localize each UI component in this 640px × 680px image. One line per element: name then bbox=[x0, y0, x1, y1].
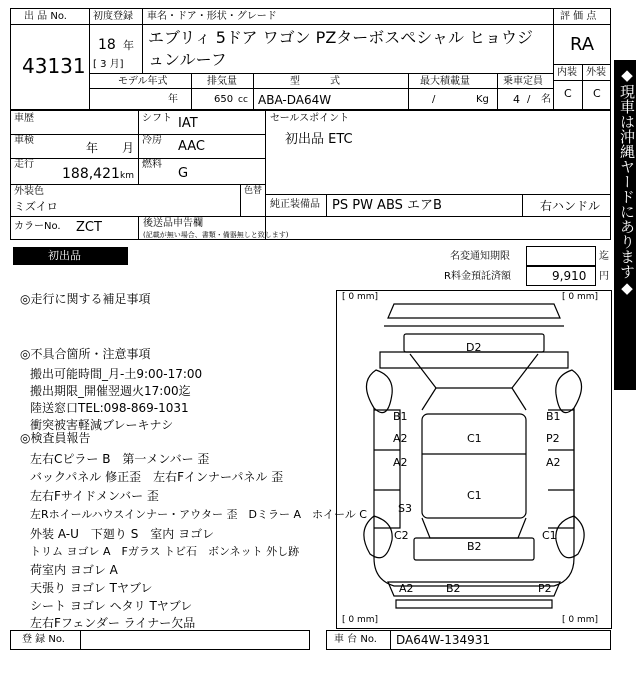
max-load-label: 最大積載量 bbox=[420, 76, 470, 87]
deadline-field bbox=[526, 246, 596, 266]
top-right-tag: [ 0 mm] bbox=[562, 292, 599, 302]
max-load-unit: Kg bbox=[476, 94, 489, 105]
mark-p2-right: P2 bbox=[546, 432, 560, 445]
note-line: 陸送窓口TEL:098-869-1031 bbox=[30, 401, 189, 415]
lot-no: 43131 bbox=[22, 54, 86, 78]
recycle-label: R料金預託済額 bbox=[444, 271, 511, 282]
mileage-value: 188,421 bbox=[62, 166, 120, 182]
mark-a2-bottom: A2 bbox=[399, 582, 414, 595]
report-line: 左右Fサイドメンバー 歪 bbox=[30, 489, 159, 503]
displacement-value: 650 bbox=[214, 94, 234, 105]
chassis-no-value: DA64W-134931 bbox=[396, 633, 491, 647]
exterior-grade: C bbox=[593, 87, 601, 100]
interior-label: 内装 bbox=[557, 67, 577, 78]
sales-point-label: セールスポイント bbox=[270, 113, 350, 124]
car-name-label: 車名・ドア・形状・グレード bbox=[147, 11, 277, 22]
mark-b2-bottom: B2 bbox=[446, 582, 461, 595]
shift-label: シフト bbox=[142, 113, 172, 124]
interior-grade: C bbox=[564, 87, 572, 100]
model-label: 型 式 bbox=[290, 76, 340, 87]
driving-notes-title: ◎走行に関する補足事項 bbox=[20, 292, 151, 306]
color-no-value: ZCT bbox=[76, 220, 102, 235]
note-line: 搬出可能時間_月-土9:00-17:00 bbox=[30, 367, 203, 381]
post-report-note: (記載が無い場合、書類・備器無しと致します) bbox=[143, 231, 289, 239]
mileage-unit: km bbox=[120, 171, 134, 181]
first-listing-badge-text: 初出品 bbox=[48, 249, 81, 262]
first-registration-label: 初度登録 bbox=[93, 11, 133, 22]
caution-title: ◎不具合箇所・注意事項 bbox=[20, 347, 151, 361]
registration-no-label: 登 録 No. bbox=[22, 634, 65, 645]
top-left-tag: [ 0 mm] bbox=[342, 292, 379, 302]
color-label: 外装色 bbox=[14, 186, 44, 197]
model-year-unit: 年 bbox=[168, 94, 178, 105]
color-change-label: 色替 bbox=[244, 186, 263, 196]
history-label: 車歴 bbox=[14, 113, 34, 124]
mark-b1-right: B1 bbox=[546, 410, 561, 423]
bottom-right-tag: [ 0 mm] bbox=[562, 615, 599, 625]
ac-label: 冷房 bbox=[142, 135, 162, 146]
mark-c1-mid: C1 bbox=[467, 489, 482, 502]
report-line: トリム ヨゴレ A Fガラス トビ石 ボンネット 外し跡 bbox=[30, 545, 300, 558]
max-load-slash: / bbox=[432, 94, 436, 105]
mark-p2-bottom: P2 bbox=[538, 582, 552, 595]
chassis-no-label: 車 台 No. bbox=[334, 634, 377, 645]
mileage-label: 走行 bbox=[14, 159, 34, 170]
exterior-label: 外装 bbox=[586, 67, 606, 78]
capacity-unit: 名 bbox=[541, 94, 551, 105]
mark-b2-center: B2 bbox=[467, 540, 482, 553]
color-no-label: カラーNo. bbox=[14, 221, 61, 232]
fuel-label: 燃料 bbox=[142, 159, 162, 170]
shift-value: IAT bbox=[178, 116, 198, 131]
location-sidebar-text: ◆現車は沖縄ヤードにあります◆ bbox=[618, 66, 636, 297]
mark-a2-left-2: A2 bbox=[393, 456, 408, 469]
equipment-value: PS PW ABS エアB bbox=[332, 198, 442, 213]
capacity-value: 4 bbox=[513, 93, 520, 106]
equipment-label: 純正装備品 bbox=[270, 199, 320, 210]
capacity-slash: / bbox=[527, 94, 531, 105]
registration-year-unit: 年 bbox=[123, 39, 134, 52]
displacement-unit: cc bbox=[238, 95, 248, 105]
ac-value: AAC bbox=[178, 139, 205, 154]
report-line: バックパネル 修正歪 左右Fインナーパネル 歪 bbox=[30, 470, 284, 484]
mark-c1-right: C1 bbox=[542, 529, 557, 542]
car-name-line1: エブリィ 5ドア ワゴン PZターボスペシャル ヒョウジ bbox=[148, 28, 534, 47]
post-report-label: 後送品申告欄 bbox=[143, 218, 203, 229]
deadline-label: 名変通知期限 bbox=[450, 251, 510, 262]
capacity-label: 乗車定員 bbox=[503, 76, 543, 87]
inspector-report-title: ◎検査員報告 bbox=[20, 431, 91, 445]
report-line: 左右Cピラー B 第一メンバー 歪 bbox=[30, 452, 210, 466]
inspection-label: 車検 bbox=[14, 135, 34, 146]
registration-year: 18 bbox=[98, 37, 116, 53]
lot-no-label: 出 品 No. bbox=[24, 11, 67, 22]
inspection-year-unit: 年 bbox=[86, 141, 99, 155]
rating-value: RA bbox=[570, 34, 595, 55]
model-value: ABA-DA64W bbox=[258, 93, 332, 107]
model-year-label: モデル年式 bbox=[118, 76, 168, 87]
displacement-label: 排気量 bbox=[207, 76, 237, 87]
bottom-left-tag: [ 0 mm] bbox=[342, 615, 379, 625]
mark-s3: S3 bbox=[398, 502, 412, 515]
mark-c2: C2 bbox=[394, 529, 409, 542]
car-name-line2: ュンルーフ bbox=[148, 50, 227, 69]
color-value: ミズイロ bbox=[14, 200, 58, 213]
rating-label: 評 価 点 bbox=[560, 11, 597, 22]
mark-a2-left-1: A2 bbox=[393, 432, 408, 445]
fuel-value: G bbox=[178, 166, 189, 181]
report-line: 荷室内 ヨゴレ A bbox=[30, 563, 118, 577]
inspection-month-unit: 月 bbox=[122, 141, 135, 155]
report-line: 左右Fフェンダー ライナー欠品 bbox=[30, 616, 196, 630]
recycle-value: 9,910 bbox=[552, 269, 587, 283]
report-line: シート ヨゴレ ヘタリ Tヤブレ bbox=[30, 599, 193, 613]
report-line: 左Rホイールハウスインナー・アウター 歪 Dミラー A ホイール C bbox=[30, 508, 367, 521]
mark-c1-top: C1 bbox=[467, 432, 482, 445]
mark-d2: D2 bbox=[466, 341, 482, 354]
mark-b1-left: B1 bbox=[393, 410, 408, 423]
note-line: 衝突被害軽減ブレーキナシ bbox=[30, 418, 174, 432]
mark-a2-right: A2 bbox=[546, 456, 561, 469]
note-line: 搬出期限_開催翌週火17:00迄 bbox=[30, 384, 191, 398]
deadline-unit: 迄 bbox=[599, 251, 609, 262]
sales-point-value: 初出品 ETC bbox=[285, 132, 353, 147]
steering-value: 右ハンドル bbox=[540, 199, 601, 213]
report-line: 天張り ヨゴレ Tヤブレ bbox=[30, 581, 153, 595]
report-line: 外装 A-U 下廻り S 室内 ヨゴレ bbox=[30, 527, 215, 541]
recycle-unit: 円 bbox=[599, 271, 609, 282]
registration-month: [ 3 月] bbox=[93, 59, 124, 70]
